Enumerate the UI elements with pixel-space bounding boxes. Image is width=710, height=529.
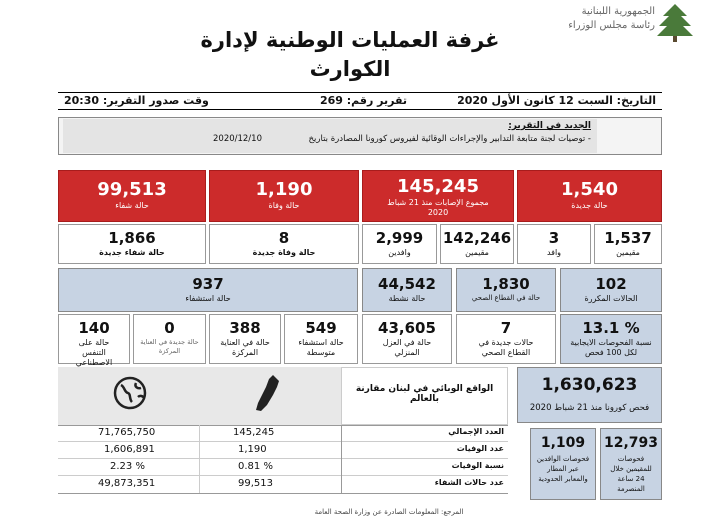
moderate-label: حالة استشفاء متوسطة — [298, 338, 344, 357]
new-recovered-label: حالة شفاء جديدة — [99, 248, 165, 257]
new-deaths-label: حالة وفاة جديدة — [252, 248, 316, 257]
total-tests-card — [517, 367, 662, 423]
new-cases-value: 1,540 — [561, 179, 618, 200]
new-in-report-date: 2020/12/10 — [213, 134, 262, 144]
new-deaths-card — [209, 224, 359, 264]
residents-new-label: مقيمين — [616, 248, 640, 257]
arrivals-tests-value: 1,109 — [540, 435, 586, 451]
residents-total-value: 142,246 — [442, 229, 512, 247]
active-cases-label: حالة نشطة — [388, 294, 426, 303]
health-sector-value: 1,830 — [482, 275, 530, 293]
world-deaths: 1,606,891 — [104, 444, 155, 455]
lebanon-map-icon — [253, 373, 281, 413]
residents-tests-label: فحوصات للمقيمين خلال 24 ساعة المنصرمة — [610, 455, 652, 493]
lebanon-recovered: 99,513 — [238, 478, 273, 489]
new-icu-value: 0 — [164, 319, 175, 337]
repeated-cases-card — [560, 268, 662, 312]
government-logo-text — [555, 5, 655, 33]
residents-tests-card — [600, 428, 662, 500]
lebanon-death-rate: 0.81 % — [238, 461, 273, 472]
new-recovered-card — [58, 224, 206, 264]
world-death-rate: 2.23 % — [110, 461, 145, 472]
ventilator-card — [58, 314, 130, 367]
title-line-2: الكوارث — [309, 57, 391, 81]
world-recovered: 49,873,351 — [98, 478, 156, 489]
new-cases-card — [517, 170, 662, 222]
ventilator-label: حالة على التنفس الاصطناعي — [75, 338, 113, 367]
new-in-report-item: - توصيات لجنة متابعة التدابير والإجراءات الوقائية لفيروس كورونا المصادرة بتاريخ — [308, 134, 591, 144]
arrivals-new-label: وافد — [546, 248, 562, 257]
arrivals-new-card — [517, 224, 591, 264]
repeated-cases-label: الحالات المكررة — [584, 294, 638, 303]
deaths-card — [209, 170, 359, 222]
hospitalized-value: 937 — [192, 275, 224, 293]
report-info-bar — [58, 92, 662, 110]
arrivals-new-value: 3 — [548, 229, 560, 247]
new-health-sector-card — [456, 314, 556, 364]
new-deaths-value: 8 — [278, 229, 290, 247]
logo-line-1: الجمهورية اللبنانية — [581, 6, 655, 17]
moderate-card — [284, 314, 358, 364]
residents-tests-value: 12,793 — [603, 435, 659, 451]
arrivals-tests-card — [530, 428, 596, 500]
positivity-value: 13.1 % — [582, 319, 640, 337]
health-sector-label: حالة في القطاع الصحي — [471, 294, 541, 302]
ventilator-value: 140 — [78, 319, 110, 337]
recovered-card — [58, 170, 206, 222]
hospitalized-label: حالة استشفاء — [185, 294, 231, 303]
total-tests-label: فحص كورونا منذ 21 شباط 2020 — [529, 403, 650, 413]
deaths-label: حالة وفاة — [268, 201, 300, 210]
icu-label: حالة في العناية المركزة — [220, 338, 270, 357]
arrivals-total-value: 2,999 — [375, 229, 424, 247]
new-recovered-value: 1,866 — [108, 229, 156, 247]
title-line-1: غرفة العمليات الوطنية لإدارة — [200, 28, 500, 52]
residents-total-card — [440, 224, 514, 264]
new-cases-label: حالة جديدة — [571, 201, 608, 210]
icu-value: 388 — [229, 319, 261, 337]
source-footer: المرجع: المعلومات الصادرة عن وزارة الصحة العامة — [314, 508, 464, 516]
recovered-label: حالة شفاء — [115, 201, 149, 210]
report-time: وقت صدور التقرير: 20:30 — [64, 94, 209, 107]
positivity-card — [560, 314, 662, 364]
arrivals-total-card — [362, 224, 437, 264]
new-in-report-box — [58, 117, 662, 155]
deaths-value: 1,190 — [255, 179, 313, 200]
logo-line-2: رئاسة مجلس الوزراء — [568, 20, 655, 31]
moderate-value: 549 — [305, 319, 337, 337]
repeated-cases-value: 102 — [595, 275, 627, 293]
active-cases-card — [362, 268, 452, 312]
new-icu-label: حالة جديدة في العناية المركزة — [140, 338, 199, 355]
recovered-value: 99,513 — [97, 179, 167, 200]
residents-new-value: 1,537 — [604, 229, 652, 247]
icu-card — [209, 314, 281, 364]
world-comparison-table — [58, 367, 508, 499]
health-sector-card — [456, 268, 556, 312]
globe-icon — [112, 375, 148, 411]
total-cases-card — [362, 170, 514, 222]
residents-new-card — [594, 224, 662, 264]
arrivals-tests-label: فحوصات الوافدين عبر المطار والمعابر الحدودية — [536, 455, 590, 483]
lebanon-deaths: 1,190 — [238, 444, 267, 455]
residents-total-label: مقيمين — [465, 248, 489, 257]
lebanon-total: 145,245 — [233, 427, 275, 438]
new-in-report-panel — [63, 119, 597, 153]
new-health-sector-value: 7 — [500, 319, 512, 337]
report-date: التاريخ: السبت 12 كانون الأول 2020 — [457, 94, 656, 107]
total-cases-label: مجموع الإصابات منذ 21 شباط 2020 — [387, 198, 489, 217]
home-isolation-value: 43,605 — [378, 319, 436, 337]
row-label-recovered: عدد حالات الشفاء — [434, 478, 504, 487]
row-label-death-rate: نسبة الوفيات — [451, 461, 504, 470]
hospitalized-card — [58, 268, 358, 312]
world-total: 71,765,750 — [98, 427, 156, 438]
active-cases-value: 44,542 — [378, 275, 436, 293]
home-isolation-label: حالة في العزل المنزلي — [382, 338, 432, 357]
comparison-title: الواقع الوبائي في لبنان مقارنة بالعالم — [355, 384, 494, 404]
home-isolation-card — [362, 314, 452, 364]
cedar-logo-icon — [655, 2, 695, 44]
row-label-total: العدد الإجمالي — [448, 427, 504, 436]
new-icu-card — [133, 314, 206, 364]
row-label-deaths: عدد الوفيات — [456, 444, 504, 453]
new-health-sector-label: حالات جديدة في القطاع الصحي — [478, 338, 534, 357]
page-title — [170, 26, 530, 84]
total-cases-value: 145,245 — [397, 176, 479, 197]
arrivals-total-label: وافدين — [388, 248, 411, 257]
total-tests-value: 1,630,623 — [541, 375, 638, 395]
new-in-report-title: الجديد في التقرير: — [508, 121, 591, 131]
positivity-label: نسبة الفحوصات الايجابية لكل 100 فحص — [570, 338, 652, 357]
report-number: تقرير رقم: 269 — [319, 94, 407, 107]
